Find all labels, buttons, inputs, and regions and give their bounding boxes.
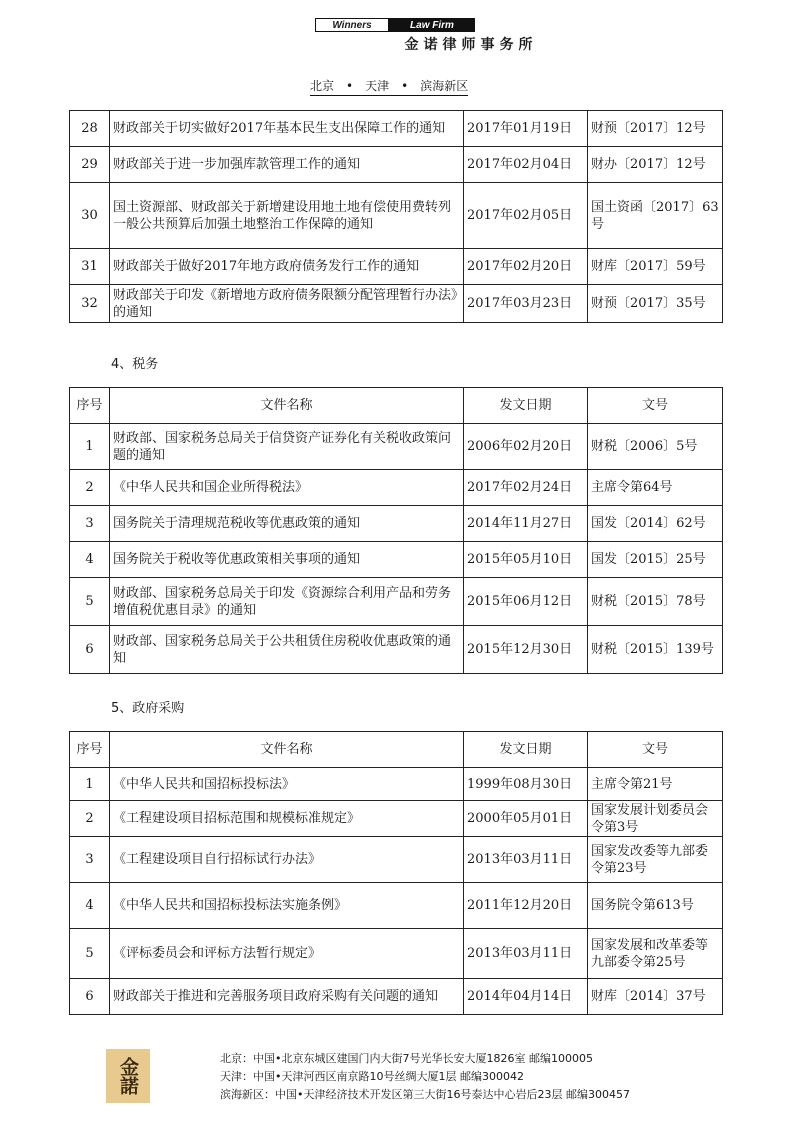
table-row [70,626,723,674]
document-title: 财政部关于印发《新增地方政府债务限额分配管理暂行办法》的通知 [110,285,464,323]
table-row [70,285,723,323]
table-row [70,768,723,801]
row-number: 28 [70,111,110,147]
header-name: 文件名称 [110,732,464,768]
issue-date: 2017年03月23日 [464,285,588,323]
document-title: 财政部关于做好2017年地方政府债务发行工作的通知 [110,249,464,285]
header-date: 发文日期 [464,732,588,768]
document-number: 财预〔2017〕35号 [588,285,723,323]
header-name: 文件名称 [110,388,464,424]
footer-addresses [220,1050,630,1104]
document-number: 财税〔2015〕139号 [588,626,723,674]
document-title: 国务院关于清理规范税收等优惠政策的通知 [110,506,464,542]
table-header-row [70,388,723,424]
table-row [70,183,723,249]
issue-date: 2017年02月05日 [464,183,588,249]
document-title: 国务院关于税收等优惠政策相关事项的通知 [110,542,464,578]
issue-date: 2013年03月11日 [464,929,588,979]
table-row [70,470,723,506]
document-title: 财政部关于推进和完善服务项目政府采购有关问题的通知 [110,979,464,1015]
procurement-docs-table [69,731,723,1015]
header-no: 序号 [70,388,110,424]
row-number: 2 [70,470,110,506]
document-title: 财政部、国家税务总局关于公共租赁住房税收优惠政策的通知 [110,626,464,674]
document-number: 国家发展计划委员会令第3号 [588,801,723,837]
tax-docs-table [69,387,723,674]
document-number: 财税〔2006〕5号 [588,424,723,470]
document-number: 财库〔2014〕37号 [588,979,723,1015]
issue-date: 2015年05月10日 [464,542,588,578]
row-number: 4 [70,542,110,578]
row-number: 30 [70,183,110,249]
table-row [70,578,723,626]
table-row [70,542,723,578]
table-row [70,801,723,837]
firm-name-en-part1: Winners [315,18,389,32]
issue-date: 2013年03月11日 [464,837,588,883]
document-number: 国家发展和改革委等九部委令第25号 [588,929,723,979]
issue-date: 2015年12月30日 [464,626,588,674]
office-locations [310,77,468,96]
table-row [70,506,723,542]
document-number: 财库〔2017〕59号 [588,249,723,285]
letterhead [0,34,794,54]
document-number: 国家发改委等九部委令第23号 [588,837,723,883]
header-no: 序号 [70,732,110,768]
header-doc: 文号 [588,732,723,768]
document-number: 国土资函〔2017〕63号 [588,183,723,249]
row-number: 29 [70,147,110,183]
table-row [70,249,723,285]
row-number: 1 [70,424,110,470]
document-number: 财办〔2017〕12号 [588,147,723,183]
header-doc: 文号 [588,388,723,424]
section-title-tax: 4、税务 [111,357,159,372]
table-row [70,929,723,979]
issue-date: 2006年02月20日 [464,424,588,470]
footer-address-binhai: 滨海新区：中国•天津经济技术开发区第三大街16号泰达中心岩后23层 邮编300457 [220,1088,630,1101]
document-number: 财税〔2015〕78号 [588,578,723,626]
logo-text: 金諾 [117,1057,139,1095]
firm-name-en-part2: Law Firm [389,18,475,32]
issue-date: 2017年02月04日 [464,147,588,183]
firm-name-en [315,18,475,32]
document-number: 财预〔2017〕12号 [588,111,723,147]
finance-docs-table [69,110,723,323]
issue-date: 2011年12月20日 [464,883,588,929]
table-row [70,111,723,147]
table-row [70,837,723,883]
issue-date: 2017年02月20日 [464,249,588,285]
document-title: 财政部、国家税务总局关于印发《资源综合利用产品和劳务增值税优惠目录》的通知 [110,578,464,626]
document-title: 财政部关于切实做好2017年基本民生支出保障工作的通知 [110,111,464,147]
footer-address-beijing: 北京：中国•北京东城区建国门内大街7号光华长安大厦1826室 邮编100005 [220,1052,593,1065]
issue-date: 2017年02月24日 [464,470,588,506]
issue-date: 2017年01月19日 [464,111,588,147]
row-number: 5 [70,578,110,626]
issue-date: 1999年08月30日 [464,768,588,801]
row-number: 31 [70,249,110,285]
row-number: 3 [70,506,110,542]
row-number: 6 [70,979,110,1015]
issue-date: 2014年04月14日 [464,979,588,1015]
document-number: 国发〔2014〕62号 [588,506,723,542]
document-number: 国务院令第613号 [588,883,723,929]
document-title: 《评标委员会和评标方法暂行规定》 [110,929,464,979]
row-number: 2 [70,801,110,837]
row-number: 32 [70,285,110,323]
row-number: 1 [70,768,110,801]
location-beijing: 北京 [310,79,335,93]
row-number: 3 [70,837,110,883]
table-row [70,424,723,470]
location-tianjin: • 天津 [334,79,389,93]
document-title: 财政部、国家税务总局关于信贷资产证券化有关税收政策问题的通知 [110,424,464,470]
firm-logo [106,1049,150,1103]
document-title: 《中华人民共和国企业所得税法》 [110,470,464,506]
document-title: 国土资源部、财政部关于新增建设用地土地有偿使用费转列一般公共预算后加强土地整治工作保障的通知 [110,183,464,249]
document-title: 《中华人民共和国招标投标法实施条例》 [110,883,464,929]
document-title: 《工程建设项目自行招标试行办法》 [110,837,464,883]
row-number: 4 [70,883,110,929]
firm-name-cn: 金诺律师事务所 [404,37,538,53]
document-number: 国发〔2015〕25号 [588,542,723,578]
row-number: 5 [70,929,110,979]
document-number: 主席令第64号 [588,470,723,506]
footer-address-tianjin: 天津：中国•天津河西区南京路10号丝绸大厦1层 邮编300042 [220,1070,524,1083]
issue-date: 2014年11月27日 [464,506,588,542]
table-row [70,147,723,183]
document-number: 主席令第21号 [588,768,723,801]
table-row [70,883,723,929]
header-date: 发文日期 [464,388,588,424]
issue-date: 2000年05月01日 [464,801,588,837]
document-title: 财政部关于进一步加强库款管理工作的通知 [110,147,464,183]
row-number: 6 [70,626,110,674]
section-title-procurement: 5、政府采购 [111,701,185,716]
location-binhai: • 滨海新区 [389,79,468,93]
table-header-row [70,732,723,768]
document-title: 《中华人民共和国招标投标法》 [110,768,464,801]
document-title: 《工程建设项目招标范围和规模标准规定》 [110,801,464,837]
issue-date: 2015年06月12日 [464,578,588,626]
table-row [70,979,723,1015]
